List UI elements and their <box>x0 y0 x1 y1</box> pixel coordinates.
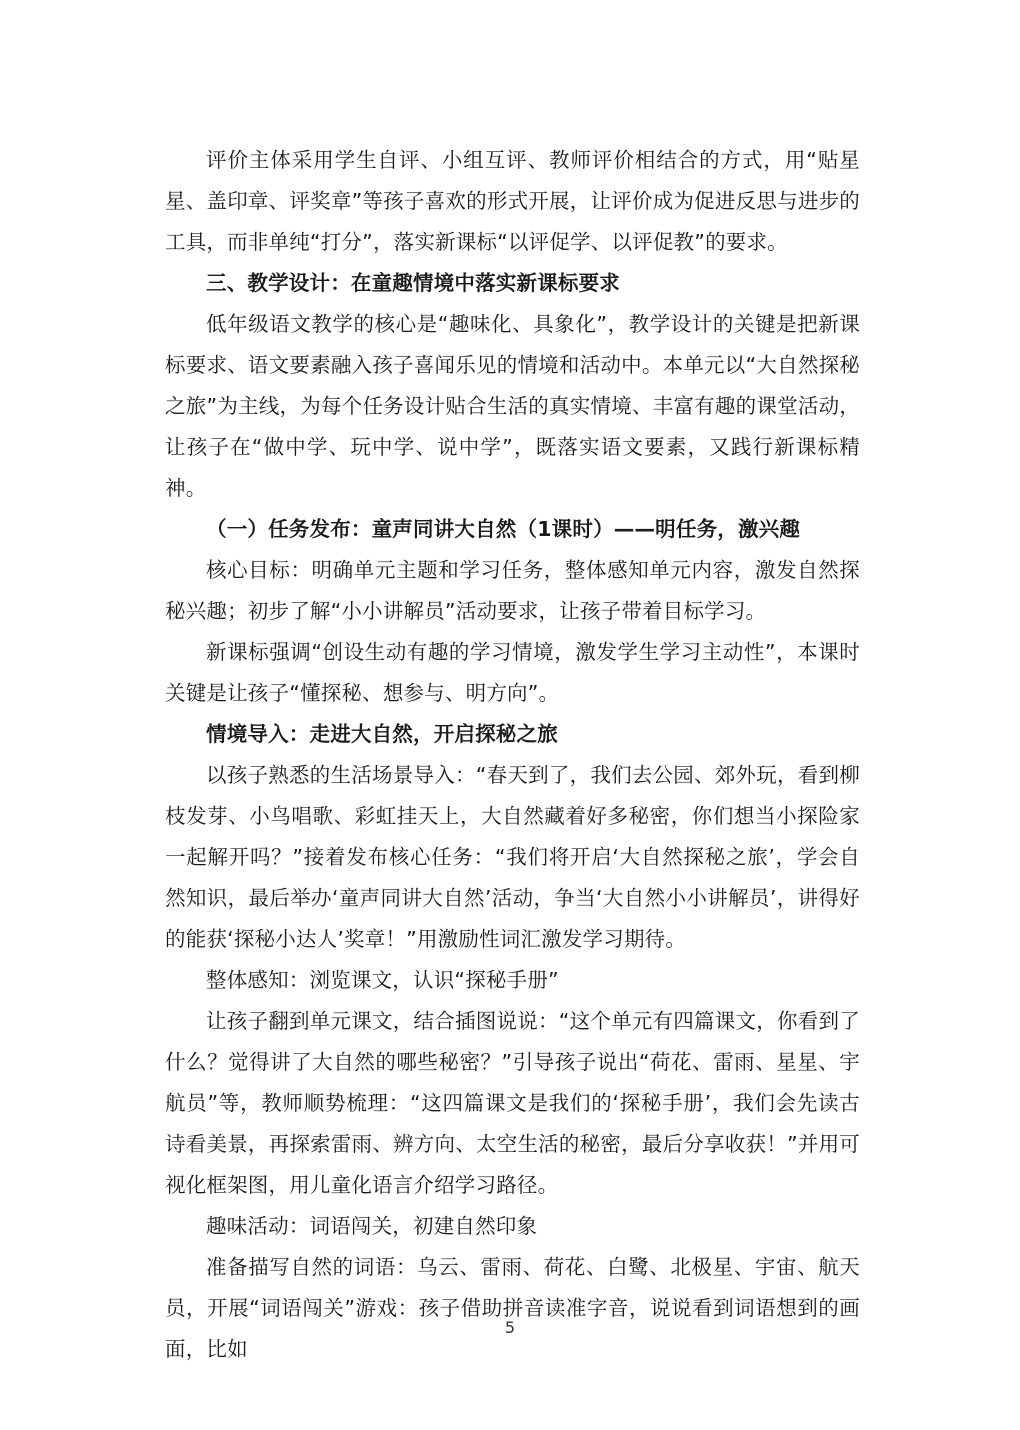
label-fun-activity: 趣味活动：词语闯关，初建自然印象 <box>206 1214 538 1238</box>
label-overall-perception: 整体感知：浏览课文，认识“探秘手册” <box>206 968 559 992</box>
paragraph-situation-intro: 以孩子熟悉的生活场景导入：“春天到了，我们去公园、郊外玩，看到柳枝发芽、小鸟唱歌、彩虹挂天上，大自然藏着好多秘密，你们想当小探险家一起解开吗？”接着发布核心任务：“我们将开启‘大自然探秘之旅’，学会自然知识，最后举办‘童声同讲大自然’活动，争当‘大自然小小讲解员’，讲得好的能获‘探秘小达人’奖章！”用激励性词汇激发学习期待。 <box>165 763 860 951</box>
page-number: 5 <box>504 1318 516 1337</box>
subsection-heading-task-release: （一）任务发布：童声同讲大自然（1课时）——明任务，激兴趣 <box>206 517 801 541</box>
section-heading-teaching-design: 三、教学设计：在童趣情境中落实新课标要求 <box>206 271 620 295</box>
paragraph-design-intro: 低年级语文教学的核心是“趣味化、具象化”，教学设计的关键是把新课标要求、语文要素融入孩子喜闻乐见的情境和活动中。本单元以“大自然探秘之旅”为主线，为每个任务设计贴合生活的真实情境、丰富有趣的课堂活动，让孩子在“做中学、玩中学、说中学”，既落实语文要素，又践行新课标精神。 <box>165 312 860 500</box>
paragraph-overall-perception: 让孩子翻到单元课文，结合插图说说：“这个单元有四篇课文，你看到了什么？觉得讲了大自然的哪些秘密？”引导孩子说出“荷花、雷雨、星星、宇航员”等，教师顺势梳理：“这四篇课文是我们的‘探秘手册’，我们会先读古诗看美景，再探索雷雨、辨方向、太空生活的秘密，最后分享收获！”并用可视化框架图，用儿童化语言介绍学习路径。 <box>165 1009 860 1197</box>
paragraph-curriculum-emphasis: 新课标强调“创设生动有趣的学习情境，激发学生学习主动性”，本课时关键是让孩子“懂探秘、想参与、明方向”。 <box>165 640 860 705</box>
page-body <box>165 140 860 1370</box>
paragraph-word-challenge: 准备描写自然的词语：乌云、雷雨、荷花、白鹭、北极星、宇宙、航天员，开展“词语闯关”游戏：孩子借助拼音读准字音，说说看到词语想到的画面，比如 <box>165 1255 860 1361</box>
paragraph-core-goal: 核心目标：明确单元主题和学习任务，整体感知单元内容，激发自然探秘兴趣；初步了解“小小讲解员”活动要求，让孩子带着目标学习。 <box>165 558 860 623</box>
heading-situation-intro: 情境导入：走进大自然，开启探秘之旅 <box>206 722 558 746</box>
paragraph-evaluation: 评价主体采用学生自评、小组互评、教师评价相结合的方式，用“贴星星、盖印章、评奖章”等孩子喜欢的形式开展，让评价成为促进反思与进步的工具，而非单纯“打分”，落实新课标“以评促学、以评促教”的要求。 <box>165 148 860 254</box>
